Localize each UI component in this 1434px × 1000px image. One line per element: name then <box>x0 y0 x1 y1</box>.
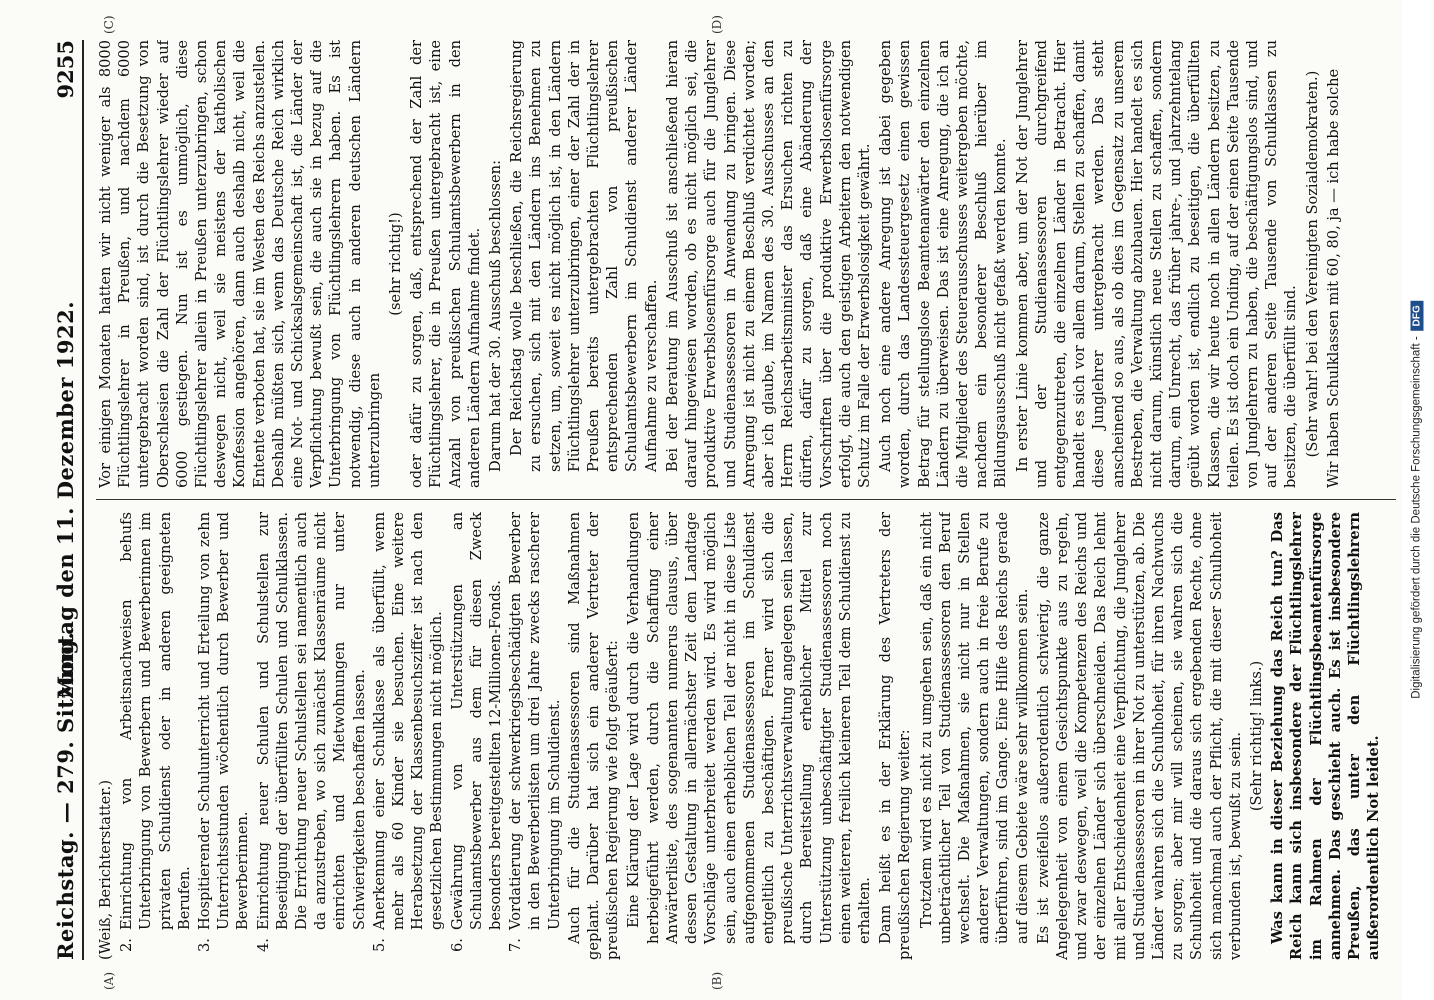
paragraph: Bei der Beratung im Ausschuß ist anschließend hieran darauf hingewiesen worden, ob es nicht möglich sei, die produktive Erwerbslosenfürsorge auch für die Junglehrer und Studienassessoren in Anwendung zu bringen. Diese Anregung ist nicht zu einem Beschluß verdichtet worden; aber ich glaube, im Namen des 30. Ausschusses an den Herrn Reichsarbeitsminister das Ersuchen richten zu dürfen, dafür zu sorgen, daß eine Abänderung der Vorschriften über die produktive Erwerbslosenfürsorge erfolgt, die auch den geistigen Arbeitern den notwendigen Schutz im Falle der Erwerbslosigkeit gewährt. <box>663 40 873 488</box>
paragraph: oder dafür zu sorgen, daß, entsprechend der Zahl der Flüchtlingslehrer, die in Preußen untergebracht ist, eine Anzahl von preußischen Schulamtsbewerbern in den anderen Ländern Aufnahme findet. <box>408 40 483 488</box>
dfg-logo: DFG <box>1411 301 1424 330</box>
list-item: 4.Einrichtung neuer Schulen und Schulstellen zur Beseitigung der überfüllten Schulen und Schulklassen. Die Errichtung neuer Schulstellen sei namentlich auch da anzustreben, wo sich zunächst Klassenräume nicht einrichten und Mietwohnungen nur unter Schwierigkeiten beschaffen lassen. <box>254 512 368 952</box>
header-date: Montag den 11. Dezember 1922. <box>53 300 78 700</box>
interjection: (Sehr richtig! links.) <box>1247 660 1265 812</box>
interjection: (Sehr wahr! bei den Vereinigten Sozialdemokraten.) <box>1303 70 1321 458</box>
paragraph: Wir haben Schulklassen mit 60, 80, ja — ich habe solche <box>1324 68 1342 488</box>
digitization-text: Digitalisierung gefördert durch die Deutsche Forschungsgemeinschaft - <box>1410 336 1423 699</box>
left-column <box>96 512 1396 960</box>
digitization-note <box>1402 0 1432 1000</box>
paragraph: Was kann in dieser Beziehung das Reich tun? Das Reich kann sich insbesondere der Flüchtlingslehrer im Rahmen der Flüchtlingsbeamtenfürsorge annehmen. Das geschieht auch. Es ist insbesondere Preußen, das unter den Flüchtlingslehrern außerordentlich Not leidet. <box>1269 512 1383 960</box>
list-item: 5.Anerkennung einer Schulklasse als überfüllt, wenn mehr als 60 Kinder sie besuchen. Eine weitere Herabsetzung der Klassenbesuchsziffer ist nach den gesetzlichen Bestimmungen nicht möglich. <box>370 512 446 952</box>
paragraph: Auch noch eine andere Anregung ist dabei gegeben worden, durch das Landessteuergesetz einen gewissen Betrag für stellungslose Beamtenanwärter den einzelnen Ländern zu überweisen. Das ist eine Anregung, die ich an die Mitglieder des Steuerausschusses weitergeben möchte, nachdem ein besonderer Beschluß hierüber im Bildungsausschuß nicht gefaßt werden konnte. <box>877 40 1010 488</box>
quoted-paragraph: Trotzdem wird es nicht zu umgehen sein, daß ein nicht unbeträchtlicher Teil von Studienassessoren den Beruf wechselt. Die Maßnahmen, sie nicht nur in Stellen anderer Verwaltungen, sondern auch in freie Berufe zu überführen, sind im Gange. Eine Hilfe des Reichs gerade auf diesem Gebiete wäre sehr willkommen sein. <box>917 512 1031 944</box>
paragraph: Auch für die Studienassessoren sind Maßnahmen geplant. Darüber hat sich ein anderer Vertreter der preußischen Regierung wie folgt geäußert: <box>565 512 622 960</box>
paragraph: In erster Linie kommen aber, um der Not der Junglehrer und der Studienassessoren durchgreifend entgegenzutreten, die einzelnen Länder in Betracht. Hier handelt es sich vor allem darum, Stellen zu schaffen, damit diese Junglehrer untergebracht werden. Das steht anscheinend so aus, als ob dies im Gegensatz zu unserem Bestreben, die Verwaltung abzubauen. Hier handelt es sich nicht darum, künstlich neue Stellen zu schaffen, sondern darum, ein Unrecht, das früher jahre-, und jahrzehntelang geübt worden ist, endlich zu beseitigen, die überfüllten Klassen, die wir heute noch in allen Ländern besitzen, zu teilen. Es ist doch ein Unding, auf der einen Seite Tausende von Junglehrern zu haben, die beschäftigungslos sind, und auf der anderen Seite Tausende von Schulklassen zu besitzen, die überfüllt sind. <box>1013 40 1300 488</box>
paragraph: Dann heißt es in der Erklärung des Vertreters der preußischen Regierung weiter: <box>877 512 914 960</box>
list-item: 3.Hospitierender Schulunterricht und Erteilung von zehn Unterrichtsstunden wöchentlich durch Bewerber und Bewerberinnen. <box>196 512 252 952</box>
page-header <box>46 40 84 960</box>
margin-mark-a: (A) <box>102 971 116 990</box>
header-left: Reichstag. — 279. Sitzung. <box>53 631 78 960</box>
interjection: (sehr richtig!) <box>387 212 405 316</box>
quoted-paragraph: Eine Klärung der Lage wird durch die Verhandlungen herbeigeführt werden, durch die Schaffung einer Anwärterliste, des sogenannten numerus clausus, über dessen Gestaltung in allernächster Zeit dem Landtage Vorschläge unterbreitet werden wird. Es wird möglich sein, auch einen erheblichen Teil der nicht in diese Liste aufgenommenen Studienassessoren im Schuldienst entgeltlich zu beschäftigen. Ferner wird sich die preußische Unterrichtsverwaltung angelegen sein lassen, durch Bereitstellung erheblicher Mittel zur Unterstützung unbeschäftigter Studienassessoren noch einen weiteren, freilich kleineren Teil dem Schuldienst zu erhalten. <box>625 512 873 944</box>
page-number: 9255 <box>53 40 78 99</box>
paragraph: Vor einigen Monaten hatten wir nicht weniger als 8000 Flüchtlingslehrer in Preußen, und nachdem 6000 untergebracht worden sind, ist durch die Besetzung von Oberschlesien die Zahl der Flüchtlingslehrer wieder auf 6000 gestiegen. Nun ist es unmöglich, diese Flüchtlingslehrer allein in Preußen unterzubringen, schon deswegen nicht, weil sie meistens der katholischen Konfession angehören, dann auch deshalb nicht, weil die Entente verboten hat, sie im Westen des Reichs anzustellen. Deshalb müßten sich, wenn das Deutsche Reich wirklich eine Not- und Schicksalsgemeinschaft ist, die Länder der Verpflichtung bewußt sein, die auch sie in bezug auf die Unterbringung von Flüchtlingslehrern haben. Es ist notwendig, diese auch in anderen deutschen Ländern unterzubringen <box>97 40 383 488</box>
margin-mark-b: (B) <box>710 971 724 990</box>
list-item: 6.Gewährung von Unterstützungen an Schulamtsbewerber aus dem für diesen Zweck besonders bereitgestellten 12-Millionen-Fonds. <box>448 512 505 952</box>
paragraph: Es ist zweifellos außerordentlich schwierig, die ganze Angelegenheit von einem Gesichtspunkte aus zu regeln, und zwar deswegen, weil die Kompetenzen des Reichs und der einzelnen Länder sich überschneiden. Das Reich lehnt mit aller Entschiedenheit eine Verpflichtung, die Junglehrer und Studienassessoren in ihrer Not zu unterstützen, ab. Die Länder wahren sich die Schulhoheit, für ihren Nachwuchs zu sorgen; aber mir will scheinen, sie wahren sich die Schulhoheit und die daraus sich ergebenden Rechte, ohne sich manchmal auch der Pflicht, die mit dieser Schulhoheit verbunden ist, bewußt zu sein. <box>1034 512 1244 960</box>
margin-mark-c: (C) <box>102 15 116 34</box>
right-column <box>96 40 1396 488</box>
list-item: 2.Einrichtung von Arbeitsnachweisen behufs Unterbringung von Bewerbern und Bewerberinnen im privaten Schuldienst oder in anderen geeigneten Berufen. <box>118 512 193 952</box>
margin-mark-d: (D) <box>710 15 724 34</box>
resolution-quote: Der Reichstag wolle beschließen, die Reichsregierung zu ersuchen, sich mit den Ländern ins Benehmen zu setzen, um, soweit es nicht möglich ist, in den Ländern Flüchtlingslehrer unterzubringen, einer der Zahl der in Preußen bereits untergebrachten Flüchtlingslehrer entsprechenden Zahl von preußischen Schulamtsbewerbern im Schuldienst anderer Länder Aufnahme zu verschaffen. <box>508 40 660 472</box>
paragraph: Darum hat der 30. Ausschuß beschlossen: <box>487 160 505 472</box>
speaker-label: (Weiß, Berichterstatter.) <box>97 779 114 960</box>
column-divider <box>96 499 1396 500</box>
list-item: 7.Vordatierung der schwerkriegsbeschädigten Bewerber in den Bewerberlisten um drei Jahre zwecks rascherer Unterbringung im Schuldienst. <box>507 512 563 952</box>
